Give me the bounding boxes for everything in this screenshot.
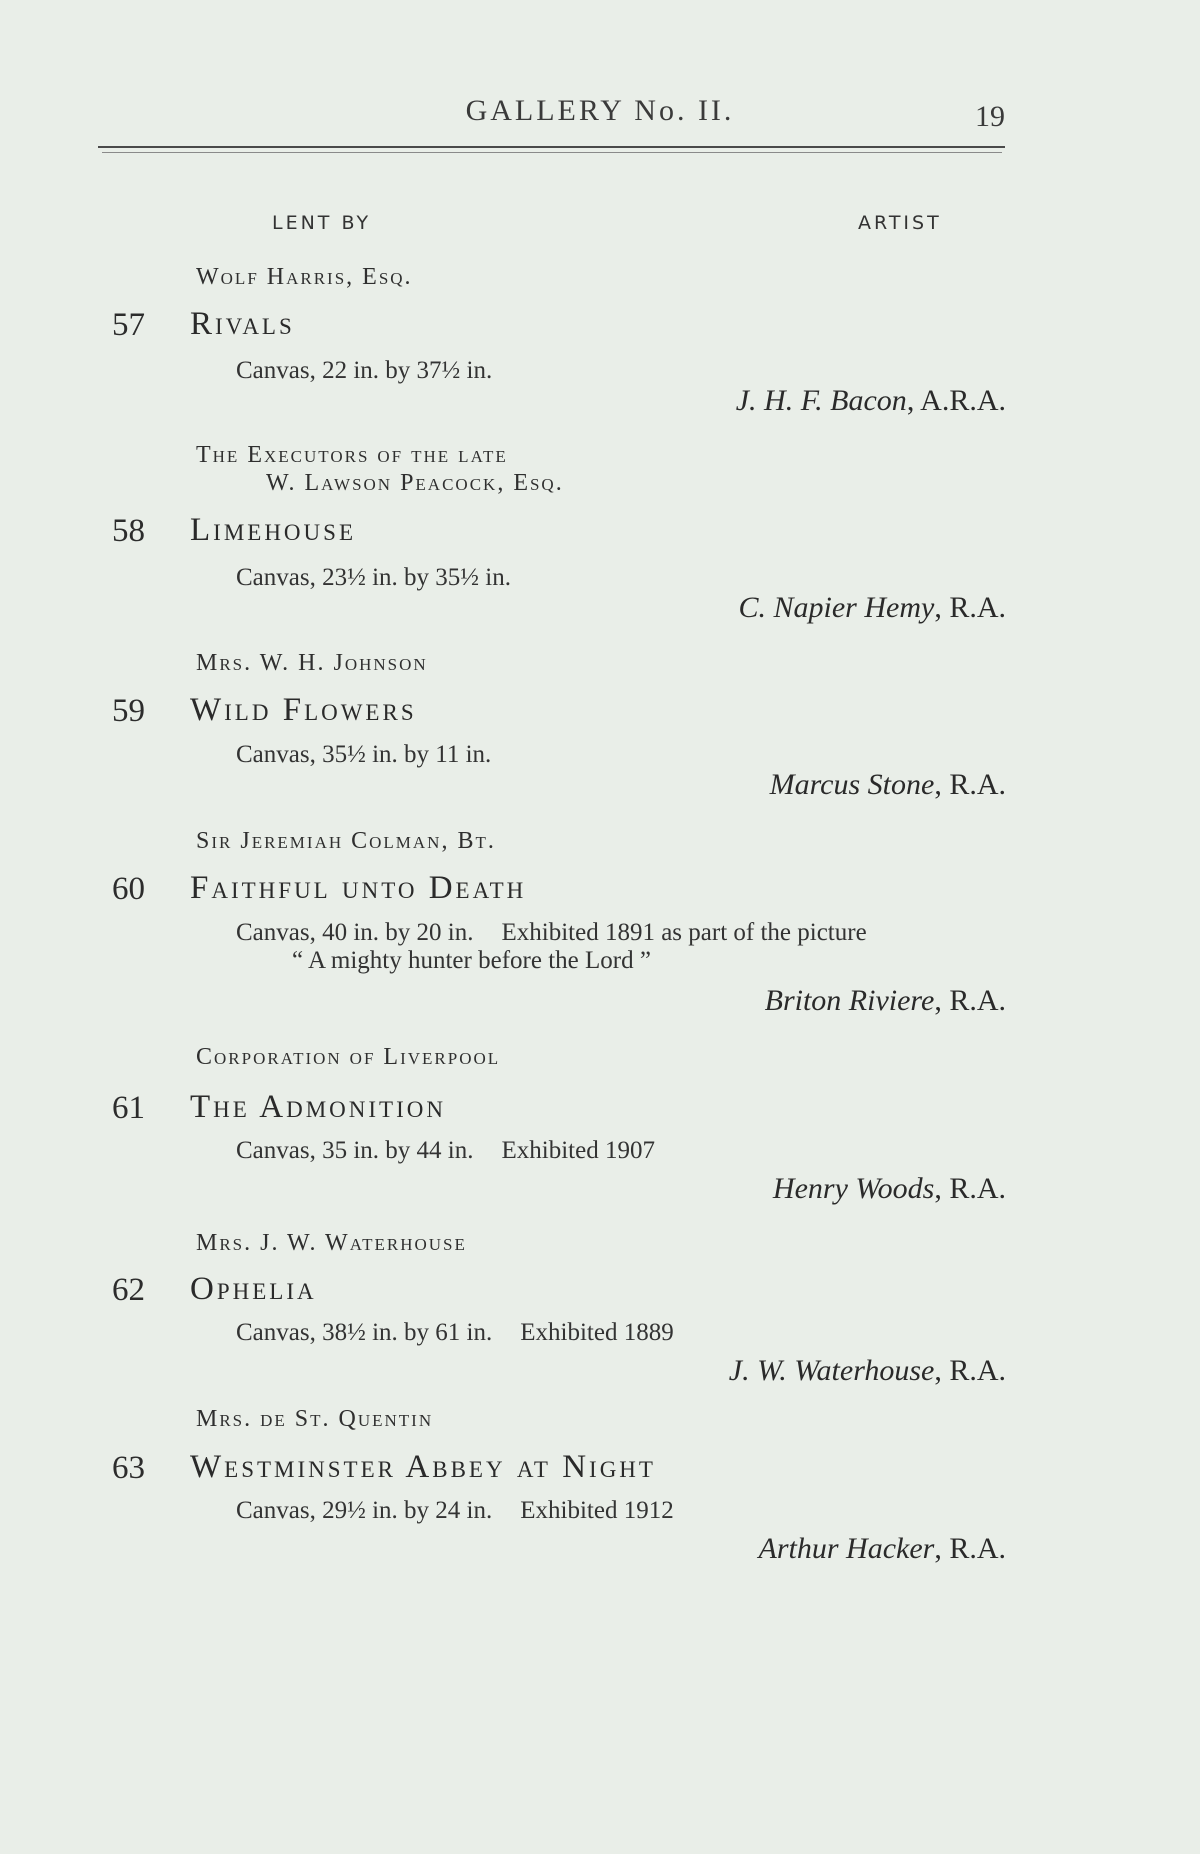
artist-suffix: , R.A. <box>934 984 1006 1017</box>
painting-details <box>236 1136 655 1165</box>
artist <box>736 384 1006 418</box>
painting-details <box>236 740 491 769</box>
catalogue-number: 63 <box>112 1450 145 1486</box>
exhibited-note: Exhibited 1912 <box>520 1497 674 1524</box>
painting-details <box>236 563 511 592</box>
catalogue-number: 60 <box>112 871 145 907</box>
catalogue-number: 57 <box>112 307 145 343</box>
artist-name: C. Napier Hemy <box>738 591 935 624</box>
lender: Sir Jeremiah Colman, Bt. <box>196 828 496 854</box>
header-rule <box>98 146 1005 148</box>
painting-title: Wild Flowers <box>190 692 417 728</box>
lender: Mrs. J. W. Waterhouse <box>196 1230 467 1256</box>
canvas-size: Canvas, 22 in. by 37½ in. <box>236 357 493 384</box>
artist <box>729 1354 1006 1388</box>
artist <box>773 1172 1006 1206</box>
exhibited-note: Exhibited 1891 as part of the picture <box>501 919 867 946</box>
catalogue-number: 61 <box>112 1090 145 1126</box>
canvas-size: Canvas, 29½ in. by 24 in. <box>236 1497 493 1524</box>
artist-name: J. W. Waterhouse <box>728 1354 935 1387</box>
canvas-size: Canvas, 35 in. by 44 in. <box>236 1137 474 1164</box>
artist-suffix: , A.R.A. <box>906 384 1006 417</box>
lender-line-2: W. Lawson Peacock, Esq. <box>266 470 564 496</box>
lender: Corporation of Liverpool <box>196 1044 501 1070</box>
painting-details <box>236 356 492 385</box>
artist <box>759 1532 1006 1566</box>
catalogue-number: 58 <box>112 513 145 549</box>
artist-suffix: , R.A. <box>934 591 1006 624</box>
artist-name: Arthur Hacker <box>758 1532 935 1565</box>
painting-title: Ophelia <box>190 1271 317 1307</box>
artist-suffix: , R.A. <box>934 1172 1006 1205</box>
column-heading-artist: ARTIST <box>858 212 942 234</box>
catalogue-number: 59 <box>112 693 145 729</box>
running-head: GALLERY No. II. <box>465 94 735 127</box>
catalogue-number: 62 <box>112 1272 145 1308</box>
painting-title: Westminster Abbey at Night <box>190 1449 656 1485</box>
painting-details <box>236 1496 674 1525</box>
painting-details-line-2: “ A mighty hunter before the Lord ” <box>292 947 651 974</box>
artist-name: Briton Riviere <box>764 984 935 1017</box>
header-rule-thin <box>102 152 1002 153</box>
exhibited-note: Exhibited 1889 <box>520 1319 674 1346</box>
lender: Mrs. de St. Quentin <box>196 1406 434 1432</box>
painting-title: The Admonition <box>190 1089 446 1125</box>
exhibited-note: Exhibited 1907 <box>501 1137 655 1164</box>
lender: Wolf Harris, Esq. <box>196 264 413 290</box>
artist-name: J. H. F. Bacon <box>735 384 907 417</box>
canvas-size: Canvas, 40 in. by 20 in. <box>236 919 474 946</box>
artist-suffix: , R.A. <box>934 1354 1006 1387</box>
page-number: 19 <box>975 100 1005 133</box>
artist-name: Marcus Stone <box>769 768 935 801</box>
lender: Mrs. W. H. Johnson <box>196 650 428 676</box>
artist <box>739 591 1007 625</box>
artist <box>770 768 1006 802</box>
canvas-size: Canvas, 35½ in. by 11 in. <box>236 741 492 768</box>
artist-suffix: , R.A. <box>934 768 1006 801</box>
painting-details <box>236 1318 674 1347</box>
canvas-size: Canvas, 38½ in. by 61 in. <box>236 1319 493 1346</box>
painting-title: Faithful unto Death <box>190 870 527 906</box>
painting-title: Rivals <box>190 306 295 342</box>
canvas-size: Canvas, 23½ in. by 35½ in. <box>236 564 511 591</box>
artist-suffix: , R.A. <box>934 1532 1006 1565</box>
painting-title: Limehouse <box>190 512 356 548</box>
artist-name: Henry Woods <box>772 1172 935 1205</box>
painting-details <box>236 918 867 947</box>
column-heading-lent-by: LENT BY <box>272 212 372 234</box>
lender: The Executors of the late <box>196 442 508 468</box>
artist <box>765 984 1006 1018</box>
